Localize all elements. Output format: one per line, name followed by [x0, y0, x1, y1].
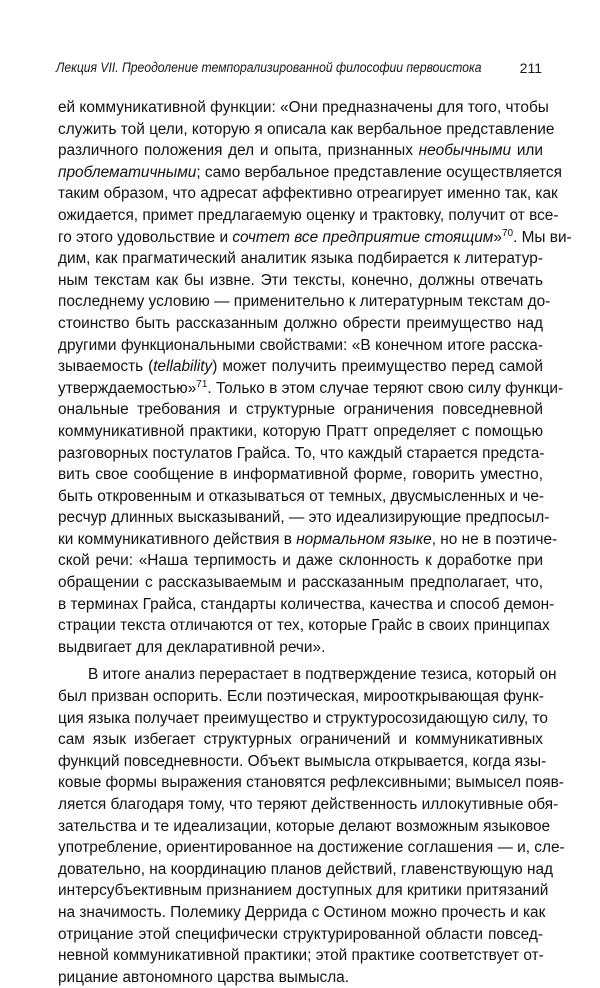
text-run: вить свое сообщение в информативной форме, говорить уместно,	[58, 466, 543, 484]
text-run: дим, как прагматический аналитик языка подбирается к литератур-	[58, 250, 543, 268]
italic-run: нормальном языке	[296, 530, 432, 548]
text-run: ; само вербальное представление осуществляется	[196, 163, 562, 181]
text-run: служить той цели, которую я описала как вербальное представление	[58, 120, 555, 138]
text-line	[58, 205, 559, 227]
text-run: ожидается, примет предлагаемую оценку и трактовку, получит от все-	[58, 206, 559, 224]
italic-run: проблематичными	[58, 163, 197, 181]
text-run: коммуникативной практики, которую Пратт определяет с помощью	[58, 422, 543, 440]
text-run: другими функциональными свойствами: «В конечном итоге расска-	[58, 336, 543, 354]
text-run: ональные требования и структурные ограничения повседневной	[58, 401, 543, 419]
text-run: ей коммуникативной функции: «Они предназначены для того, чтобы	[58, 99, 549, 116]
text-line	[58, 356, 543, 378]
text-line: на значимость. Полемику Деррида с Остином можно прочесть и как	[58, 903, 546, 921]
text-line	[58, 443, 543, 465]
text-line	[58, 335, 543, 357]
running-title: Лекция VII. Преодоление темпорализированной философии первоистока	[56, 60, 482, 75]
text-line: В итоге анализ перерастает в подтверждение тезиса, который он	[88, 666, 557, 684]
paragraph-2	[58, 664, 565, 988]
text-run: ской речи: «Наша терпимость и даже склонность к доработке при	[58, 552, 543, 570]
italic-run: сочтет все предприятие стоящим	[232, 228, 494, 246]
text-line: ляется благодаря тому, что теряют действенность иллокутивные обя-	[58, 796, 559, 813]
text-line	[58, 421, 543, 443]
text-line	[58, 248, 543, 270]
text-line	[58, 615, 550, 637]
page-number: 211	[519, 60, 542, 76]
text-line	[58, 140, 543, 162]
text-run: стоинство быть рассказанным должно обрести преимущество над	[58, 314, 543, 332]
text-line: был призван оспорить. Если поэтическая, мирооткрывающая функ-	[58, 688, 544, 706]
text-run: зываемость (	[58, 358, 154, 376]
italic-run: необычными	[418, 142, 512, 160]
text-run: го этого удовольствие и	[58, 228, 233, 246]
text-line	[58, 378, 564, 400]
text-run: обращении с рассказываемым и рассказанным предполагает, что,	[58, 574, 543, 592]
text-run: в терминах Грайса, стандарты количества, качества и способ демон-	[58, 595, 555, 613]
text-line	[58, 162, 562, 184]
text-line: интерсубъективным признанием доступных для критики притязаний	[58, 882, 549, 900]
text-line	[58, 291, 551, 313]
text-line	[58, 227, 572, 249]
text-line	[58, 486, 543, 508]
text-line: невной коммуникативной практики; этой практике соответствует от-	[58, 947, 544, 965]
footnote-ref: 70	[501, 227, 514, 239]
running-head	[56, 60, 542, 80]
text-run: быть откровенным и отказываться от темных, двусмысленных и че-	[58, 487, 545, 505]
italic-run: tellability	[153, 358, 213, 376]
text-line	[58, 183, 558, 205]
body-text	[58, 97, 572, 988]
text-line	[58, 119, 555, 141]
text-run: , но не в поэтиче-	[431, 530, 558, 548]
text-line: ковые формы выражения становятся рефлексивными; вымысел появ-	[58, 774, 564, 792]
text-line	[58, 507, 550, 529]
text-line	[58, 572, 543, 594]
text-run: различного положения дел и опыта, признанных	[58, 142, 419, 160]
text-line: ция языка получает преимущество и структуросозидающую силу, то	[58, 709, 548, 727]
text-line: рицание автономного царства вымысла.	[58, 968, 350, 986]
text-run: разговорных постулатов Грайса. То, что каждый старается предста-	[58, 444, 545, 462]
text-run: ным текстам как бы извне. Эти тексты, конечно, должны отвечать	[58, 271, 543, 289]
text-run: ) может получить преимущество перед самой	[212, 358, 543, 376]
text-run: . Только в этом случае теряют свою силу функци-	[207, 379, 564, 397]
text-line	[58, 313, 543, 335]
text-line	[58, 399, 543, 421]
text-line: сам язык избегает структурных ограничений и коммуникативных	[58, 731, 543, 749]
text-line	[58, 270, 543, 292]
text-run: »	[493, 228, 502, 246]
text-run: утверждаемостью»	[58, 379, 197, 397]
text-line	[58, 550, 543, 572]
text-line	[58, 464, 543, 486]
text-line	[58, 97, 549, 119]
text-run: ресчур длинных высказываний, — это идеализирующие предпосыл-	[58, 509, 550, 527]
text-run: выдвигает для декларативной речи».	[58, 638, 326, 656]
text-run: ки коммуникативного действия в	[58, 530, 297, 548]
text-line: зательства и те идеализации, которые делают возможным языковое	[58, 817, 551, 835]
text-line: довательно, на координацию планов действий, главенствующую над	[58, 860, 554, 878]
footnote-ref: 71	[196, 378, 208, 390]
text-run: последнему условию — применительно к литературным текстам до-	[58, 293, 551, 311]
text-run: таким образом, что адресат аффективно отреагирует именно так, как	[58, 185, 558, 203]
text-line: употребление, ориентированное на достижение соглашения — и, сле-	[58, 839, 565, 857]
text-run: . Мы ви-	[513, 228, 572, 246]
text-line: отрицание этой специфически структурированной области повсед-	[58, 925, 543, 943]
paragraph-1	[58, 97, 572, 658]
text-line: функций повседневности. Объект вымысла открывается, когда язы-	[58, 752, 547, 770]
text-run: страции текста отличаются от тех, которые Грайс в своих принципах	[58, 617, 550, 635]
text-line	[58, 637, 543, 659]
text-line	[58, 529, 558, 551]
text-line	[58, 594, 555, 616]
text-run: или	[511, 142, 544, 160]
